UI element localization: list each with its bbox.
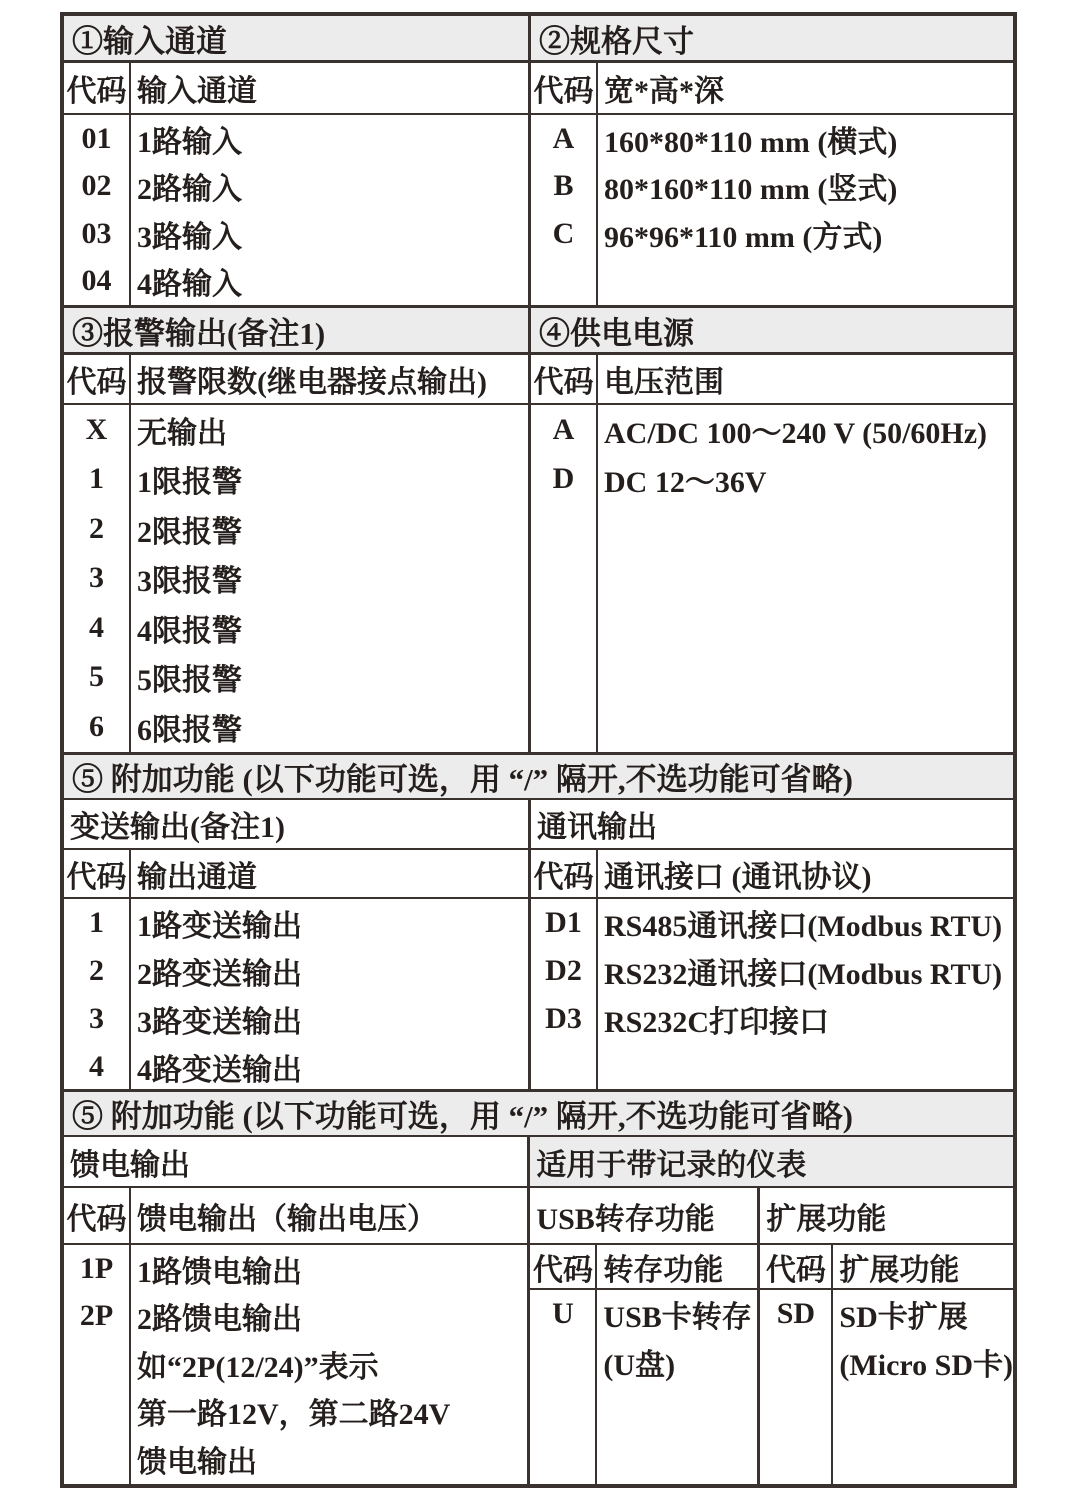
desc-header: 扩展功能 xyxy=(839,1253,960,1287)
code-header: 代码 xyxy=(64,355,131,403)
desc-header: 馈电输出（输出电压） xyxy=(137,1202,437,1236)
transmit-subtitle: 变送输出(备注1) xyxy=(64,800,528,850)
code-cell: 04 xyxy=(81,264,112,298)
usb-col-header xyxy=(530,1245,757,1290)
usb-section xyxy=(530,1188,760,1484)
section-extra1-title: ⑤ 附加功能 (以下功能可选，用 “/” 隔开,不选功能可省略) xyxy=(64,755,1013,800)
code-column xyxy=(64,1245,131,1484)
extra1-split xyxy=(64,800,1013,1091)
desc-cell: 3路输入 xyxy=(137,220,242,254)
desc-cell: 80*160*110 mm (竖式) xyxy=(604,173,898,207)
transmit-data xyxy=(64,899,528,1091)
code-column xyxy=(64,899,131,1091)
sd-col-header xyxy=(760,1245,1013,1290)
feed-subtitle: 馈电输出 xyxy=(64,1137,527,1188)
desc-header: 电压范围 xyxy=(604,366,724,399)
sd-header: 扩展功能 xyxy=(760,1188,1013,1245)
code-cell: 03 xyxy=(81,216,112,250)
section-power-data xyxy=(531,405,1013,752)
desc-column xyxy=(598,899,1013,1091)
desc-cell: 无输出 xyxy=(137,416,227,450)
code-cell: 2 xyxy=(89,954,104,987)
code-header: 代码 xyxy=(64,1188,131,1243)
comm-subtitle: 通讯输出 xyxy=(531,800,1013,850)
desc-cell: AC/DC 100～240 V (50/60Hz) xyxy=(604,416,988,450)
desc-header: 报警限数(继电器接点输出) xyxy=(137,366,487,399)
section-input-data xyxy=(64,115,528,305)
desc-column xyxy=(131,1245,527,1484)
extra2-split xyxy=(64,1137,1013,1484)
desc-cell: 馈电输出 xyxy=(137,1445,257,1479)
desc-header: 输出通道 xyxy=(137,860,257,894)
desc-column xyxy=(131,115,528,305)
section-extra2-title: ⑤ 附加功能 (以下功能可选，用 “/” 隔开,不选功能可省略) xyxy=(64,1092,1013,1137)
band-extra1 xyxy=(64,755,1013,1092)
desc-cell: 6限报警 xyxy=(137,713,242,747)
desc-cell: 1限报警 xyxy=(137,466,242,500)
code-header: 代码 xyxy=(64,850,131,897)
code-cell: 4 xyxy=(89,1050,104,1083)
band-alarm-power xyxy=(64,308,1013,755)
code-header: 代码 xyxy=(531,850,598,897)
section-input-title: ①输入通道 xyxy=(64,16,528,63)
desc-cell: 2路变送输出 xyxy=(137,958,302,991)
section-record xyxy=(530,1137,1013,1484)
section-power-col-header xyxy=(531,355,1013,405)
code-cell: 1 xyxy=(89,462,104,496)
code-cell: A xyxy=(552,412,575,446)
desc-cell: 如“2P(12/24)”表示 xyxy=(137,1350,379,1384)
desc-column xyxy=(131,405,528,752)
code-cell: 1P xyxy=(79,1251,114,1285)
desc-header: 输入通道 xyxy=(137,75,257,108)
code-column xyxy=(531,899,598,1091)
desc-column xyxy=(598,115,1013,305)
section-power-title: ④供电电源 xyxy=(531,308,1013,355)
desc-cell: DC 12～36V xyxy=(604,466,767,500)
code-header: 代码 xyxy=(531,355,598,403)
code-column xyxy=(530,1290,597,1484)
section-alarm-data xyxy=(64,405,528,752)
feed-col-header xyxy=(64,1188,527,1245)
usb-data xyxy=(530,1290,757,1484)
comm-col-header xyxy=(531,850,1013,899)
code-cell: 01 xyxy=(81,121,112,155)
desc-cell: 3限报警 xyxy=(137,565,242,599)
code-header: 代码 xyxy=(760,1245,833,1288)
desc-column xyxy=(597,1290,757,1484)
desc-cell: 4路变送输出 xyxy=(137,1054,302,1087)
ordering-code-table xyxy=(60,12,1017,1488)
desc-cell: RS232通讯接口(Modbus RTU) xyxy=(604,958,1003,991)
feed-data xyxy=(64,1245,527,1484)
sd-data xyxy=(760,1290,1013,1484)
code-cell: D3 xyxy=(545,1002,582,1035)
section-comm xyxy=(531,800,1013,1091)
section-size-title: ②规格尺寸 xyxy=(531,16,1013,63)
code-header: 代码 xyxy=(64,63,131,113)
desc-cell: USB卡转存 xyxy=(603,1301,752,1334)
section-size xyxy=(531,16,1013,305)
desc-cell: (U盘) xyxy=(603,1349,676,1382)
usb-header: USB转存功能 xyxy=(530,1188,757,1245)
code-cell: 02 xyxy=(81,169,112,203)
code-cell: B xyxy=(553,169,574,203)
record-subtitle: 适用于带记录的仪表 xyxy=(530,1137,1013,1188)
band-extra2 xyxy=(64,1092,1013,1484)
desc-header: 宽*高*深 xyxy=(604,75,724,108)
code-cell: A xyxy=(552,121,575,155)
section-transmit xyxy=(64,800,531,1091)
desc-cell: (Micro SD卡) xyxy=(839,1349,1013,1382)
code-cell: C xyxy=(552,216,575,250)
code-cell: 2 xyxy=(89,511,104,545)
comm-data xyxy=(531,899,1013,1091)
code-cell: 6 xyxy=(89,709,104,743)
desc-cell: 1路变送输出 xyxy=(137,910,302,943)
desc-column xyxy=(598,405,1013,752)
code-cell: D xyxy=(552,462,575,496)
record-split xyxy=(530,1188,1013,1484)
section-alarm-title: ③报警输出(备注1) xyxy=(64,308,528,355)
section-size-data xyxy=(531,115,1013,305)
desc-cell: 160*80*110 mm (横式) xyxy=(604,125,898,159)
code-column xyxy=(531,115,598,305)
desc-cell: 5限报警 xyxy=(137,664,242,698)
section-feed xyxy=(64,1137,530,1484)
desc-cell: 96*96*110 mm (方式) xyxy=(604,220,883,254)
section-alarm-col-header xyxy=(64,355,528,405)
desc-cell: 4限报警 xyxy=(137,614,242,648)
desc-cell: RS485通讯接口(Modbus RTU) xyxy=(604,910,1003,943)
code-column xyxy=(64,405,131,752)
code-cell: D2 xyxy=(545,954,582,987)
code-cell: 5 xyxy=(89,660,104,694)
section-input xyxy=(64,16,531,305)
section-size-col-header xyxy=(531,63,1013,115)
code-cell: 2P xyxy=(79,1299,114,1333)
desc-header: 转存功能 xyxy=(603,1253,724,1287)
code-cell: 3 xyxy=(89,1002,104,1035)
code-cell: X xyxy=(85,412,108,446)
transmit-col-header xyxy=(64,850,528,899)
desc-column xyxy=(131,899,528,1091)
desc-cell: 2路馈电输出 xyxy=(137,1303,302,1337)
desc-column xyxy=(833,1290,1013,1484)
section-input-col-header xyxy=(64,63,528,115)
code-column xyxy=(760,1290,833,1484)
code-cell: SD xyxy=(776,1297,816,1330)
section-alarm xyxy=(64,308,531,752)
code-column xyxy=(531,405,598,752)
desc-cell: RS232C打印接口 xyxy=(604,1006,830,1039)
desc-cell: 2限报警 xyxy=(137,515,242,549)
code-cell: D1 xyxy=(545,906,582,939)
code-cell: 4 xyxy=(89,610,104,644)
desc-cell: 1路输入 xyxy=(137,125,242,159)
code-header: 代码 xyxy=(530,1245,597,1288)
desc-cell: 1路馈电输出 xyxy=(137,1255,302,1289)
desc-cell: 第一路12V，第二路24V xyxy=(137,1398,451,1432)
code-cell: 1 xyxy=(89,906,104,939)
sd-section xyxy=(760,1188,1013,1484)
band-input-size xyxy=(64,16,1013,308)
desc-header: 通讯接口 (通讯协议) xyxy=(604,860,872,894)
desc-cell: 3路变送输出 xyxy=(137,1006,302,1039)
desc-cell: 2路输入 xyxy=(137,173,242,207)
desc-cell: SD卡扩展 xyxy=(839,1301,968,1334)
code-cell: 3 xyxy=(89,561,104,595)
code-column xyxy=(64,115,131,305)
section-power xyxy=(531,308,1013,752)
code-header: 代码 xyxy=(531,63,598,113)
desc-cell: 4路输入 xyxy=(137,268,242,302)
code-cell: U xyxy=(552,1297,574,1330)
